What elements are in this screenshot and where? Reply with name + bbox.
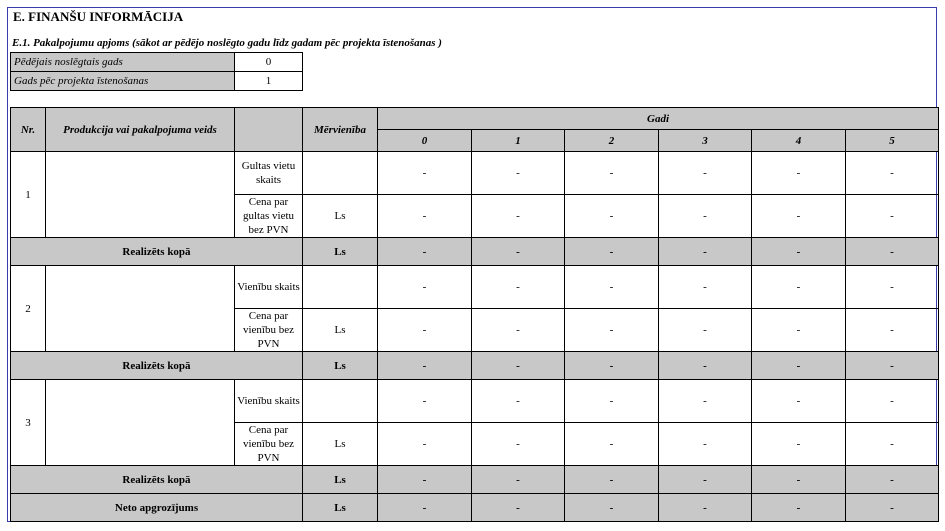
value-cell[interactable]: - <box>472 238 565 266</box>
total-label: Realizēts kopā <box>11 352 303 380</box>
value-cell[interactable]: - <box>752 195 846 238</box>
value-cell[interactable]: - <box>565 494 659 522</box>
col-header-nr: Nr. <box>11 108 46 152</box>
value-cell[interactable]: - <box>752 266 846 309</box>
value-cell[interactable]: - <box>846 195 939 238</box>
param-label: Gultas vietu skaits <box>235 152 303 195</box>
row-number: 3 <box>11 380 46 466</box>
value-cell[interactable]: - <box>472 423 565 466</box>
value-cell[interactable]: - <box>659 380 752 423</box>
value-cell[interactable]: - <box>659 423 752 466</box>
value-cell[interactable]: - <box>378 266 472 309</box>
product-name-input[interactable] <box>46 266 235 352</box>
year-col-header: 0 <box>378 130 472 152</box>
unit-cell <box>303 380 378 423</box>
value-cell[interactable]: - <box>752 494 846 522</box>
value-cell[interactable]: - <box>472 152 565 195</box>
product-name-input[interactable] <box>46 152 235 238</box>
param-label: Vienību skaits <box>235 266 303 309</box>
services-table <box>10 107 939 522</box>
total-label: Realizēts kopā <box>11 466 303 494</box>
header-row <box>11 108 939 130</box>
value-cell[interactable]: - <box>472 466 565 494</box>
col-header-unit: Mērvienība <box>303 108 378 152</box>
value-cell[interactable]: - <box>378 423 472 466</box>
total-unit: Ls <box>303 466 378 494</box>
value-cell[interactable]: - <box>846 238 939 266</box>
value-cell[interactable]: - <box>659 266 752 309</box>
total-row <box>11 352 939 380</box>
value-cell[interactable]: - <box>378 466 472 494</box>
meta-value-input[interactable]: 0 <box>235 53 303 72</box>
value-cell[interactable]: - <box>846 466 939 494</box>
value-cell[interactable]: - <box>846 352 939 380</box>
value-cell[interactable]: - <box>565 466 659 494</box>
value-cell[interactable]: - <box>659 494 752 522</box>
year-col-header: 3 <box>659 130 752 152</box>
value-cell[interactable]: - <box>565 266 659 309</box>
row-number: 2 <box>11 266 46 352</box>
year-col-header: 1 <box>472 130 565 152</box>
col-header-param <box>235 108 303 152</box>
value-cell[interactable]: - <box>846 266 939 309</box>
value-cell[interactable]: - <box>378 238 472 266</box>
value-cell[interactable]: - <box>378 352 472 380</box>
table-row <box>11 266 939 309</box>
value-cell[interactable]: - <box>472 195 565 238</box>
value-cell[interactable]: - <box>659 466 752 494</box>
year-col-header: 2 <box>565 130 659 152</box>
total-label: Realizēts kopā <box>11 238 303 266</box>
value-cell[interactable]: - <box>752 152 846 195</box>
value-cell[interactable]: - <box>752 380 846 423</box>
value-cell[interactable]: - <box>659 238 752 266</box>
value-cell[interactable]: - <box>472 352 565 380</box>
col-header-product: Produkcija vai pakalpojuma veids <box>46 108 235 152</box>
param-label: Vienību skaits <box>235 380 303 423</box>
net-turnover-label: Neto apgrozījums <box>11 494 303 522</box>
total-unit: Ls <box>303 238 378 266</box>
col-header-years: Gadi <box>378 108 939 130</box>
total-row <box>11 238 939 266</box>
value-cell[interactable]: - <box>846 380 939 423</box>
meta-row <box>11 72 303 91</box>
net-turnover-unit: Ls <box>303 494 378 522</box>
value-cell[interactable]: - <box>846 152 939 195</box>
value-cell[interactable]: - <box>378 152 472 195</box>
meta-value-input[interactable]: 1 <box>235 72 303 91</box>
meta-label: Pēdējais noslēgtais gads <box>11 53 235 72</box>
param-label: Cena par vienību bez PVN <box>235 309 303 352</box>
value-cell[interactable]: - <box>846 309 939 352</box>
value-cell[interactable]: - <box>846 423 939 466</box>
meta-label: Gads pēc projekta īstenošanas <box>11 72 235 91</box>
value-cell[interactable]: - <box>472 380 565 423</box>
table-row <box>11 152 939 195</box>
param-label: Cena par vienību bez PVN <box>235 423 303 466</box>
year-col-header: 4 <box>752 130 846 152</box>
value-cell[interactable]: - <box>472 266 565 309</box>
meta-row <box>11 53 303 72</box>
row-number: 1 <box>11 152 46 238</box>
param-label: Cena par gultas vietu bez PVN <box>235 195 303 238</box>
value-cell[interactable]: - <box>378 494 472 522</box>
total-row <box>11 466 939 494</box>
value-cell[interactable]: - <box>659 152 752 195</box>
unit-cell: Ls <box>303 309 378 352</box>
value-cell[interactable]: - <box>378 309 472 352</box>
value-cell[interactable]: - <box>472 494 565 522</box>
total-unit: Ls <box>303 352 378 380</box>
value-cell[interactable]: - <box>565 195 659 238</box>
year-col-header: 5 <box>846 130 939 152</box>
value-cell[interactable]: - <box>378 195 472 238</box>
value-cell[interactable]: - <box>565 309 659 352</box>
net-turnover-row <box>11 494 939 522</box>
value-cell[interactable]: - <box>565 238 659 266</box>
value-cell[interactable]: - <box>565 152 659 195</box>
value-cell[interactable]: - <box>378 380 472 423</box>
unit-cell: Ls <box>303 423 378 466</box>
value-cell[interactable]: - <box>659 195 752 238</box>
value-cell[interactable]: - <box>565 380 659 423</box>
value-cell[interactable]: - <box>472 309 565 352</box>
value-cell[interactable]: - <box>752 238 846 266</box>
section-subtitle: E.1. Pakalpojumu apjoms (sākot ar pēdējo noslēgto gadu līdz gadam pēc projekta īstenošanas ) <box>12 37 442 49</box>
value-cell[interactable]: - <box>846 494 939 522</box>
page-title: E. FINANŠU INFORMĀCIJA <box>13 9 184 24</box>
meta-table <box>10 52 303 91</box>
unit-cell: Ls <box>303 195 378 238</box>
value-cell[interactable]: - <box>565 423 659 466</box>
value-cell[interactable]: - <box>752 309 846 352</box>
unit-cell <box>303 152 378 195</box>
value-cell[interactable]: - <box>659 309 752 352</box>
value-cell[interactable]: - <box>659 352 752 380</box>
value-cell[interactable]: - <box>752 423 846 466</box>
value-cell[interactable]: - <box>752 352 846 380</box>
table-row <box>11 380 939 423</box>
value-cell[interactable]: - <box>752 466 846 494</box>
unit-cell <box>303 266 378 309</box>
value-cell[interactable]: - <box>565 352 659 380</box>
product-name-input[interactable] <box>46 380 235 466</box>
